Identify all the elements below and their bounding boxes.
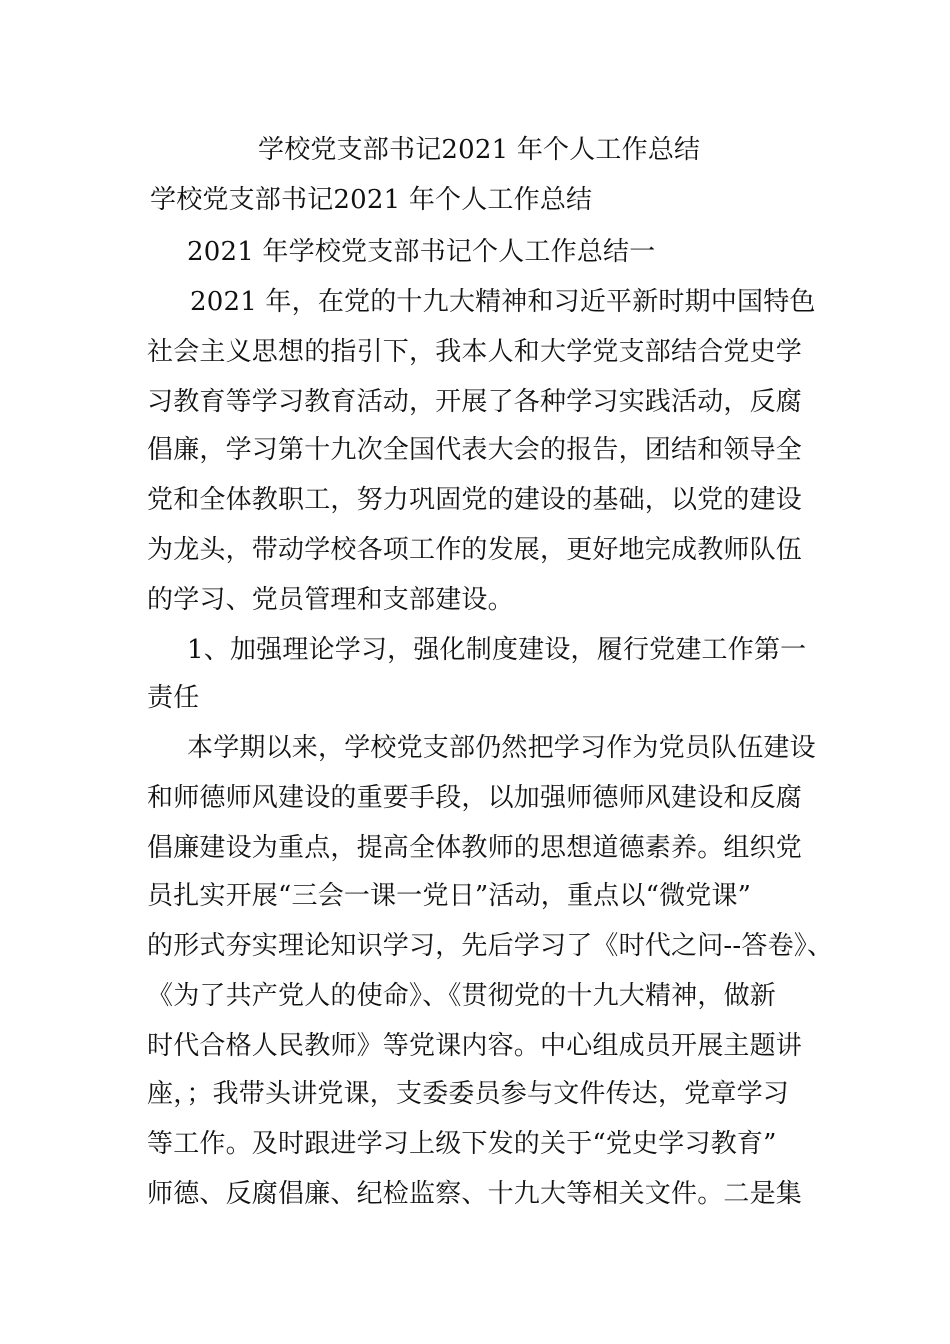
paragraph-2-line: 和师德师风建设的重要手段，以加强师德师风建设和反腐 <box>147 783 803 813</box>
paragraph-2-line: 座，；我带头讲党课，支委委员参与文件传达，党章学习 <box>147 1079 790 1109</box>
paragraph-2-line: 师德、反腐倡廉、纪检监察、十九大等相关文件。二是集 <box>147 1179 803 1209</box>
item-1-heading-line: 责任 <box>147 683 200 713</box>
paragraph-2-line: 的形式夯实理论知识学习，先后学习了《时代之问--答卷》、 <box>147 931 834 961</box>
paragraph-1-line: 2021 年，在党的十九大精神和习近平新时期中国特色 <box>190 287 816 317</box>
paragraph-2-line: 等工作。及时跟进学习上级下发的关于“党史学习教育” <box>147 1129 777 1159</box>
item-1-heading-line: 1、加强理论学习，强化制度建设，履行党建工作第一 <box>187 635 807 665</box>
paragraph-1-line: 习教育等学习教育活动，开展了各种学习实践活动，反腐 <box>147 387 803 417</box>
paragraph-1-line: 为龙头，带动学校各项工作的发展，更好地完成教师队伍 <box>147 535 803 565</box>
section-heading: 2021 年学校党支部书记个人工作总结一 <box>187 237 656 267</box>
paragraph-1-line: 党和全体教职工，努力巩固党的建设的基础，以党的建设 <box>147 485 803 515</box>
paragraph-2-line: 《为了共产党人的使命》、《贯彻党的十九大精神，做新 <box>147 981 777 1011</box>
paragraph-2-line: 倡廉建设为重点，提高全体教师的思想道德素养。组织党 <box>147 833 803 863</box>
paragraph-2-line: 员扎实开展“三会一课一党日”活动，重点以“微党课” <box>147 881 752 911</box>
document-subtitle: 学校党支部书记2021 年个人工作总结 <box>150 185 593 215</box>
document-title: 学校党支部书记2021 年个人工作总结 <box>258 135 701 165</box>
paragraph-1-line: 的学习、党员管理和支部建设。 <box>147 585 514 615</box>
paragraph-2-line: 时代合格人民教师》等党课内容。中心组成员开展主题讲 <box>147 1031 803 1061</box>
paragraph-2-line: 本学期以来，学校党支部仍然把学习作为党员队伍建设 <box>187 733 816 763</box>
paragraph-1-line: 社会主义思想的指引下，我本人和大学党支部结合党史学 <box>147 337 803 367</box>
paragraph-1-line: 倡廉，学习第十九次全国代表大会的报告，团结和领导全 <box>147 435 803 465</box>
